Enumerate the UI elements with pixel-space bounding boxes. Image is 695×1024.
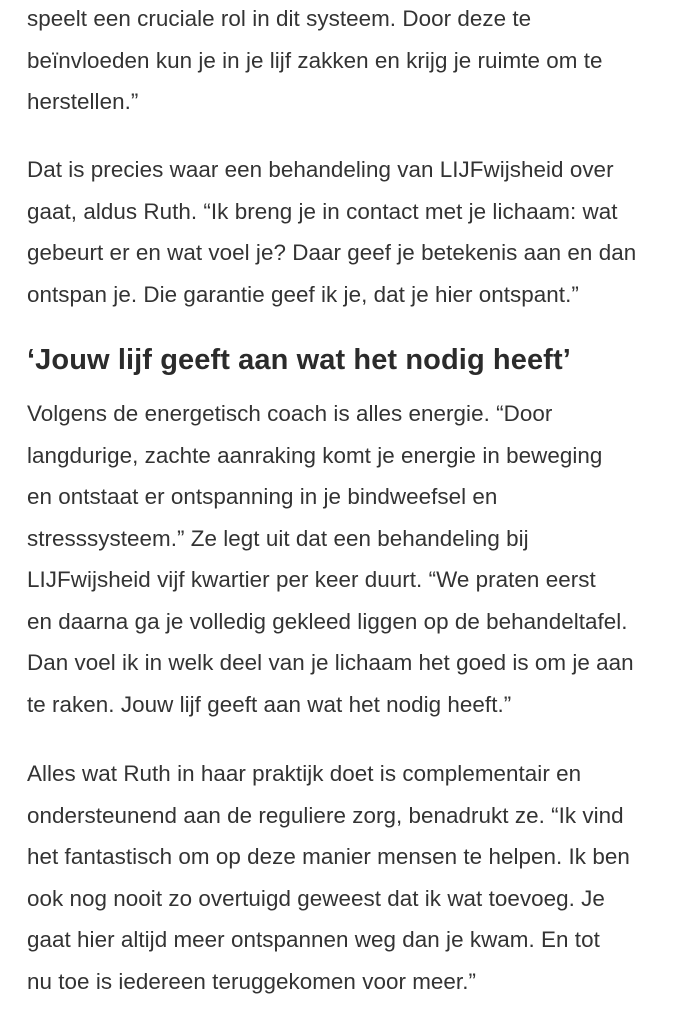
section-heading: ‘Jouw lijf geeft aan wat het nodig heeft’ [27, 344, 571, 376]
text-line: nu toe is iedereen teruggekomen voor meer.” [27, 968, 476, 994]
text-line: beïnvloeden kun je in je lijf zakken en krijg je ruimte om te [27, 47, 603, 73]
text-line: te raken. Jouw lijf geeft aan wat het nodig heeft.” [27, 691, 512, 717]
article-paragraph [27, 0, 603, 123]
text-line: Dat is precies waar een behandeling van LIJFwijsheid over [27, 157, 614, 182]
text-line: LIJFwijsheid vijf kwartier per keer duurt. “We praten eerst [27, 567, 596, 592]
article-paragraph [27, 149, 636, 315]
text-line: het fantastisch om op deze manier mensen te helpen. Ik ben [27, 844, 630, 869]
text-line: langdurige, zachte aanraking komt je energie in beweging [27, 442, 603, 468]
text-line: Dan voel ik in welk deel van je lichaam het goed is om je aan [27, 650, 634, 675]
text-line: gaat hier altijd meer ontspannen weg dan je kwam. En tot [27, 927, 600, 952]
article-paragraph [27, 753, 630, 1002]
text-line: en ontstaat er ontspanning in je bindweefsel en [27, 484, 498, 509]
text-line: gebeurt er en wat voel je? Daar geef je betekenis aan en dan [27, 240, 637, 265]
article-paragraph [27, 393, 634, 725]
text-line: ook nog nooit zo overtuigd geweest dat ik wat toevoeg. Je [27, 885, 605, 911]
text-line: Volgens de energetisch coach is alles energie. “Door [27, 401, 553, 426]
text-line: ontspan je. Die garantie geef ik je, dat je hier ontspant.” [27, 281, 579, 307]
text-line: Alles wat Ruth in haar praktijk doet is complementair en [27, 761, 582, 786]
text-line: ondersteunend aan de reguliere zorg, benadrukt ze. “Ik vind [27, 802, 624, 828]
text-line: stresssysteem.” Ze legt uit dat een behandeling bij [27, 525, 529, 551]
text-line: herstellen.” [27, 89, 139, 114]
text-line: speelt een cruciale rol in dit systeem. Door deze te [27, 6, 532, 31]
text-line: en daarna ga je volledig gekleed liggen op de behandeltafel. [27, 608, 628, 634]
text-line: gaat, aldus Ruth. “Ik breng je in contact met je lichaam: wat [27, 198, 618, 224]
